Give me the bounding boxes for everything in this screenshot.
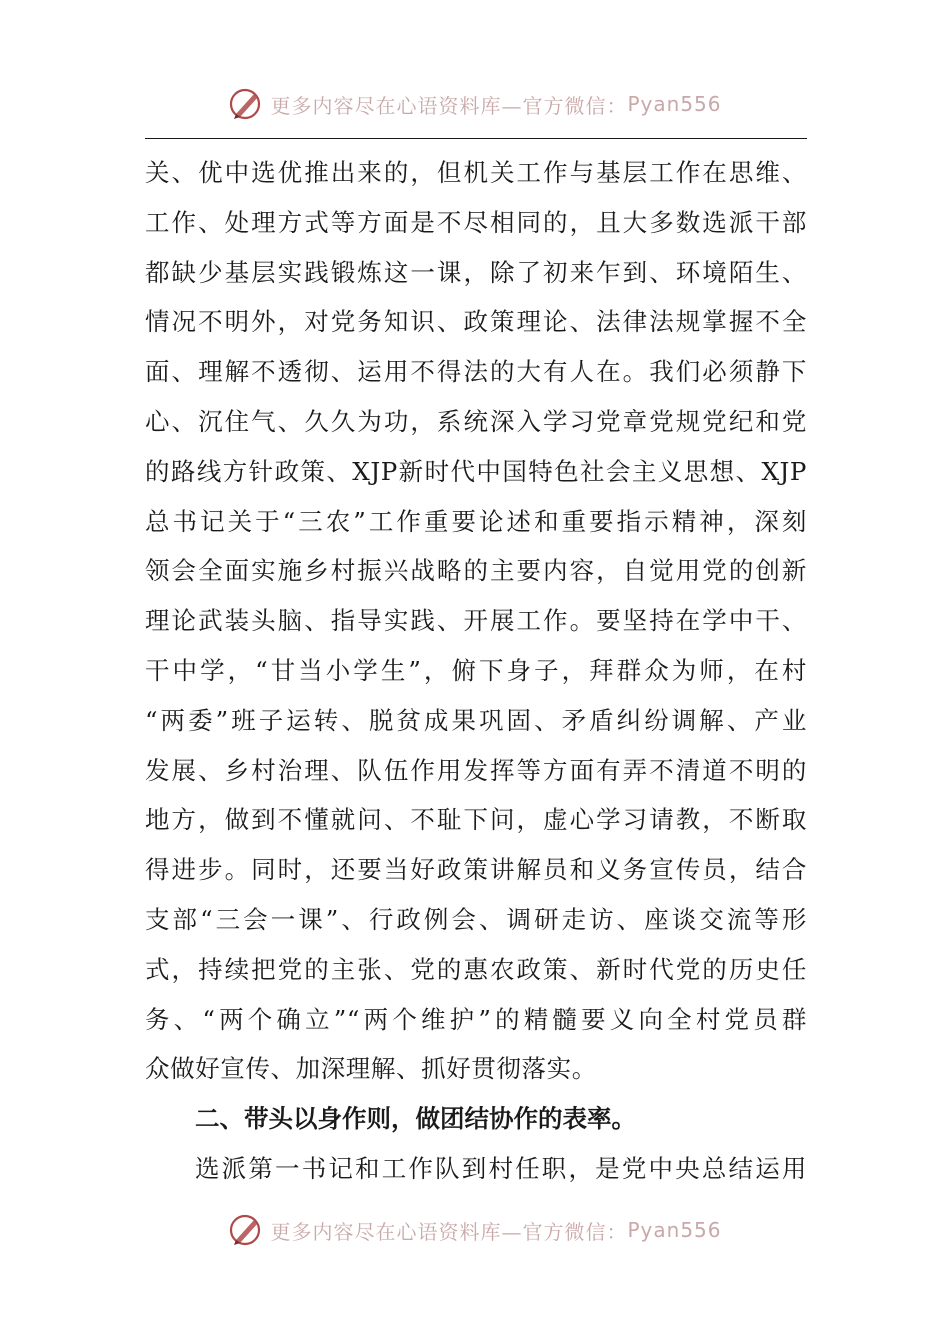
text-line: 支部“三会一课”、行政例会、调研走访、座谈交流等形 [145,904,807,934]
text-line-last: 众做好宣传、加深理解、抓好贯彻落实。 [145,1054,597,1084]
text-line: 得进步。同时，还要当好政策讲解员和义务宣传员，结合 [145,855,807,885]
text-line: 情况不明外，对党务知识、政策理论、法律法规掌握不全 [145,307,807,337]
text-line: 领会全面实施乡村振兴战略的主要内容，自觉用党的创新 [145,556,807,586]
text-line: 地方，做到不懂就问、不耻下问，虚心学习请教，不断取 [145,805,807,835]
text-line: 关、优中选优推出来的，但机关工作与基层工作在思维、 [145,158,807,187]
text-line: 工作、处理方式等方面是不尽相同的，且大多数选派干部 [145,207,807,237]
watermark-text: 更多内容尽在心语资料库—官方微信： [270,1219,628,1244]
text-line: 都缺少基层实践锻炼这一课，除了初来乍到、环境陌生、 [145,257,807,287]
section-heading: 二、带头以身作则，做团结协作的表率。 [195,1104,636,1134]
document-body [145,148,807,1194]
text-line: 心、沉住气、久久为功，系统深入学习党章党规党纪和党 [145,406,807,436]
pen-logo-icon [228,1212,264,1248]
text-line: 总书记关于“三农”工作重要论述和重要指示精神，深刻 [145,506,807,536]
text-line: 面、理解不透彻、运用不得法的大有人在。我们必须静下 [145,357,807,387]
watermark-wechat-id: Pyan556 [627,92,722,116]
header-rule [145,138,807,139]
watermark-wechat-id: Pyan556 [627,1218,722,1242]
text-line: “两委”班子运转、脱贫成果巩固、矛盾纠纷调解、产业 [145,705,807,735]
header-watermark [0,84,950,124]
text-line: 式，持续把党的主张、党的惠农政策、新时代党的历史任 [145,954,807,984]
text-line: 理论武装头脑、指导实践、开展工作。要坚持在学中干、 [145,606,807,636]
text-line: 务、“两个确立”“两个维护”的精髓要义向全村党员群 [145,1004,807,1034]
pen-logo-icon [228,86,264,122]
text-line: 的路线方针政策、XJP新时代中国特色社会主义思想、XJP [145,456,807,486]
text-line: 干中学，“甘当小学生”，俯下身子，拜群众为师，在村 [145,655,807,685]
footer-watermark [0,1210,950,1250]
watermark-text: 更多内容尽在心语资料库—官方微信： [270,93,628,118]
text-line: 发展、乡村治理、队伍作用发挥等方面有弄不清道不明的 [145,755,807,785]
next-paragraph-line: 选派第一书记和工作队到村任职，是党中央总结运用 [195,1153,807,1183]
